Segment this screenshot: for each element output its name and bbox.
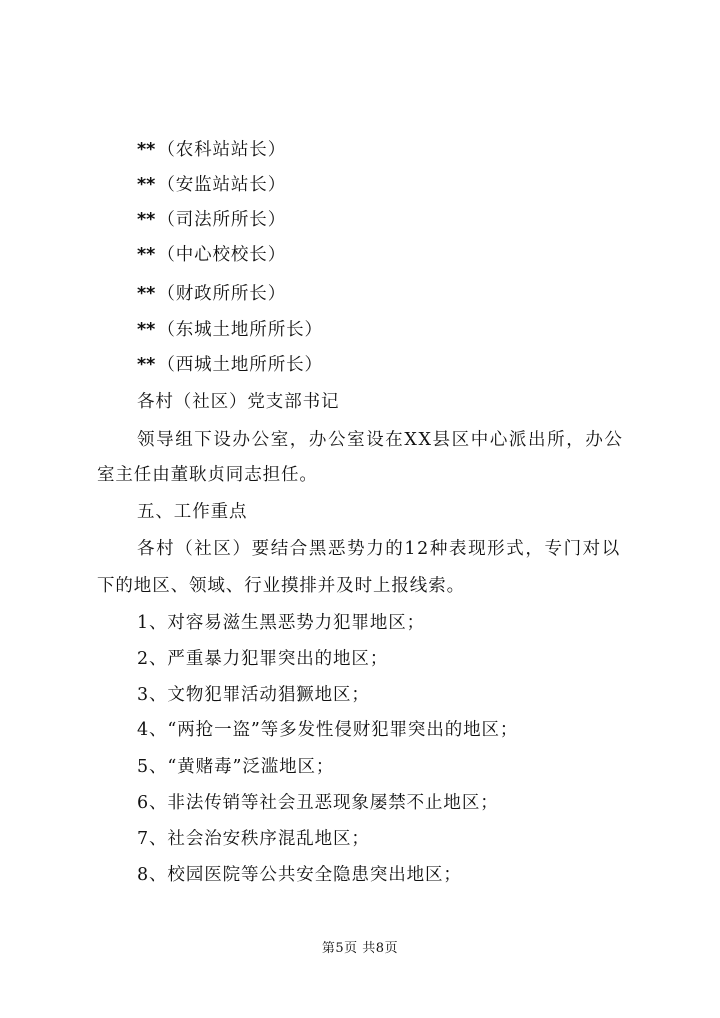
member-line [137,318,323,342]
focus-list-item: 1、对容易滋生黑恶势力犯罪地区； [137,613,426,633]
member-name: ** [137,175,156,195]
member-line [137,138,286,162]
member-name: ** [137,140,156,160]
member-role: （财政所所长） [157,284,287,304]
member-line [137,282,286,306]
member-role: （中心校校长） [157,245,287,265]
member-role: （西城土地所所长） [157,355,323,375]
focus-list-item: 5、“黄赌毒”泛滥地区； [137,757,335,777]
focus-list-item: 4、“两抢一盗”等多发性侵财犯罪突出的地区； [137,720,519,740]
member-name: ** [137,210,156,230]
member-line [137,208,286,232]
page-footer: 第5页 共8页 [321,941,399,956]
focus-list-item: 3、文物犯罪活动猖獗地区； [137,685,370,705]
member-name: ** [137,245,156,265]
office-paragraph-line2: 室主任由董耿贞同志担任。 [97,465,318,485]
member-name: ** [137,320,156,340]
member-role: （农科站站长） [157,140,287,160]
focus-list-item: 6、非法传销等社会丑恶现象屡禁不止地区； [137,793,499,813]
member-name: ** [137,355,156,375]
member-role: （安监站站长） [157,175,287,195]
focus-intro-line2: 下的地区、领域、行业摸排并及时上报线索。 [97,576,465,596]
member-line [137,353,323,377]
member-role: （司法所所长） [157,210,287,230]
focus-list-item: 8、校园医院等公共安全隐患突出地区； [137,865,462,885]
member-line [137,243,286,267]
focus-list-item: 7、社会治安秩序混乱地区； [137,829,370,849]
member-line [137,173,286,197]
focus-list-item: 2、严重暴力犯罪突出的地区； [137,649,389,669]
member-role: （东城土地所所长） [157,320,323,340]
member-name: ** [137,284,156,304]
member-group-line: 各村（社区）党支部书记 [137,392,340,412]
section-heading: 五、工作重点 [137,502,248,522]
office-paragraph-line1: 领导组下设办公室，办公室设在XX县区中心派出所，办公 [137,430,624,450]
focus-intro-line1: 各村（社区）要结合黑恶势力的12种表现形式，专门对以 [137,539,621,559]
